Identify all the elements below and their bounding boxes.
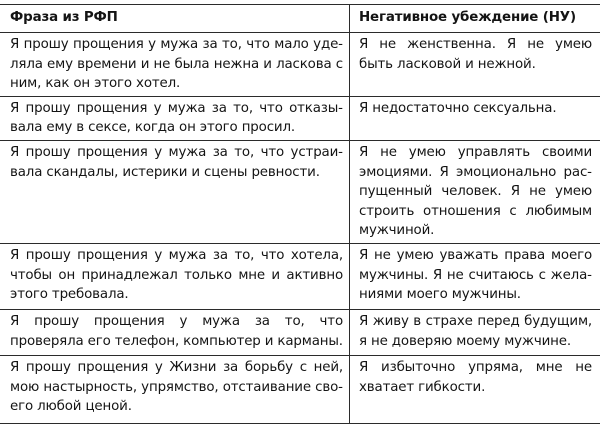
phrase-belief-table — [0, 4, 600, 424]
belief-cell: Я не женственна. Я не умею быть ласковой и нежной. — [350, 33, 600, 97]
table-row — [0, 140, 600, 243]
table-row — [0, 33, 600, 97]
table-row — [0, 243, 600, 309]
belief-cell: Я живу в страхе перед будущим, я не доверяю моему мужчине. — [350, 309, 600, 355]
table-row — [0, 355, 600, 423]
table-row — [0, 96, 600, 140]
header-negative-belief: Негативное убеждение (НУ) — [350, 5, 600, 33]
phrase-cell: Я прошу прощения у мужа за то, что проверяла его телефон, компьютер и карманы. — [0, 309, 350, 355]
phrase-cell: Я прошу прощения у мужа за то, что отказывала ему в сексе, когда он этого просил. — [0, 96, 350, 140]
phrase-cell: Я прошу прощения у мужа за то, что хотела, чтобы он принадлежал только мне и активно этого требовала. — [0, 243, 350, 309]
table-row — [0, 309, 600, 355]
phrase-cell: Я прошу прощения у мужа за то, что устраивала скандалы, истерики и сцены ревности. — [0, 140, 350, 243]
header-phrase: Фраза из РФП — [0, 5, 350, 33]
phrase-cell: Я прошу прощения у Жизни за борьбу с ней, мою настырность, упрямство, отстаивание своего любой ценой. — [0, 355, 350, 423]
table-header-row — [0, 5, 600, 33]
belief-cell: Я избыточно упряма, мне не хватает гибкости. — [350, 355, 600, 423]
belief-cell: Я не умею уважать права моего мужчины. Я не считаюсь с желаниями моего мужчины. — [350, 243, 600, 309]
phrase-cell: Я прошу прощения у мужа за то, что мало уделяла ему времени и не была нежна и ласкова с ним, как он этого хотел. — [0, 33, 350, 97]
belief-cell: Я недостаточно сексуальна. — [350, 96, 600, 140]
belief-cell: Я не умею управлять своими эмоциями. Я эмоционально распущенный человек. Я не умею строить отношения с любимым мужчиной. — [350, 140, 600, 243]
